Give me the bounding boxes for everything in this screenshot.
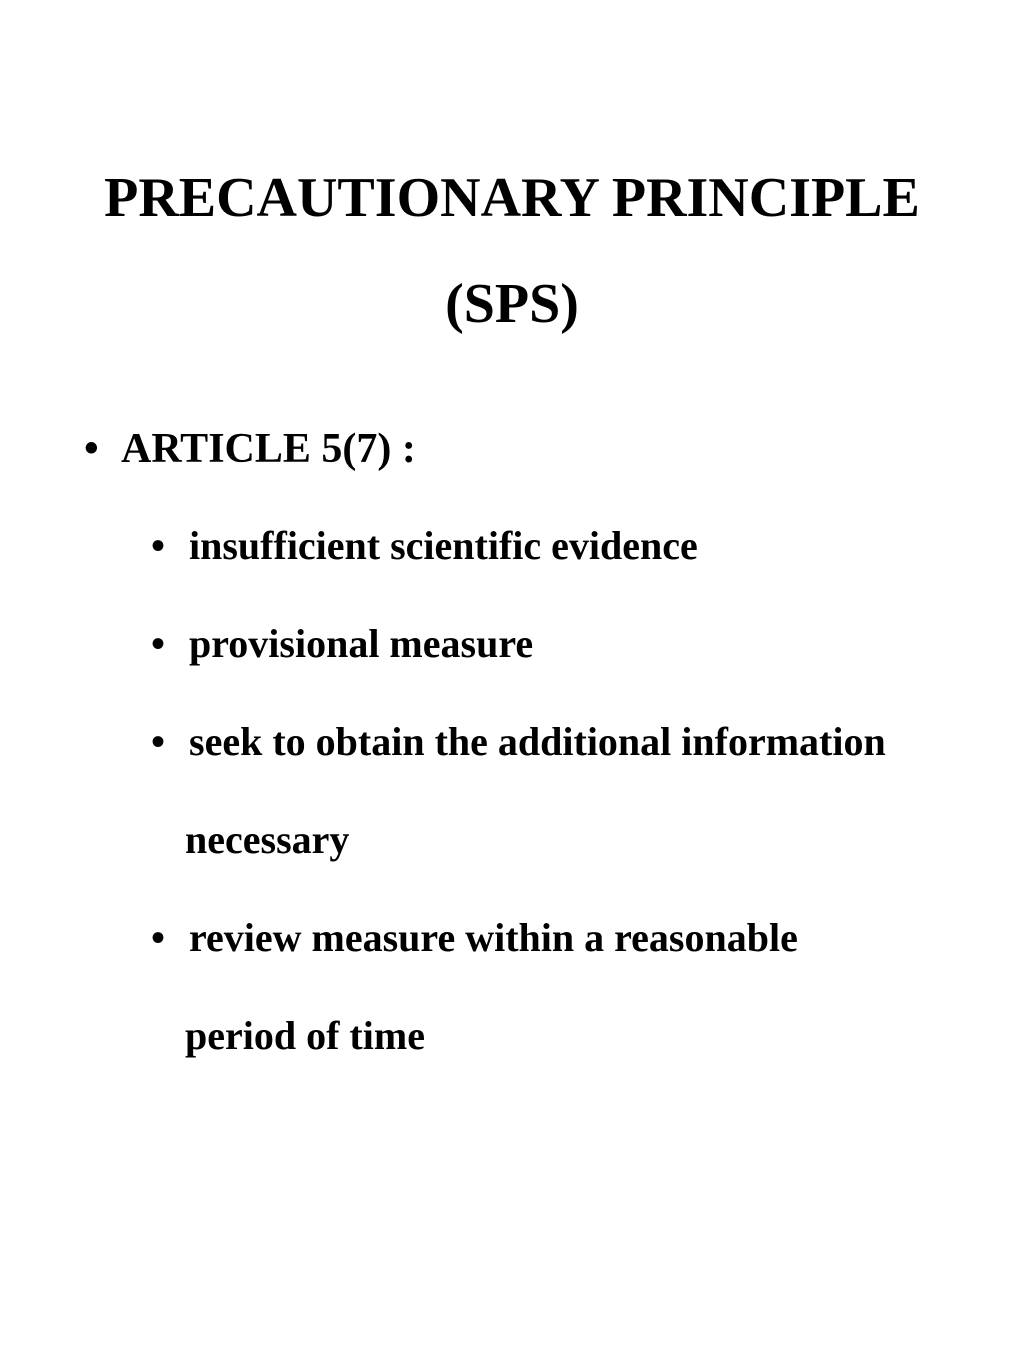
bullet-icon: • — [84, 426, 99, 472]
sub-bullet-item — [151, 719, 886, 764]
sub-bullet-text: insufficient scientific evidence — [189, 523, 698, 568]
sub-bullet-text: provisional measure — [189, 621, 534, 666]
sub-bullet-continuation: necessary — [185, 817, 350, 862]
main-bullet-item — [84, 426, 416, 472]
sub-bullet-text: seek to obtain the additional information — [189, 719, 886, 764]
sub-bullet-continuation: period of time — [185, 1013, 425, 1058]
main-bullet-label: ARTICLE 5(7) : — [121, 426, 416, 472]
sub-bullet-text: review measure within a reasonable — [189, 915, 798, 960]
sub-bullet-item — [151, 621, 534, 666]
bullet-icon: • — [151, 523, 166, 568]
sub-bullet-item — [151, 523, 698, 568]
slide-title-line-1: PRECAUTIONARY PRINCIPLE — [104, 167, 920, 229]
sub-bullet-item — [151, 915, 798, 960]
bullet-icon: • — [151, 915, 166, 960]
slide-title-line-2: (SPS) — [445, 273, 579, 335]
bullet-icon: • — [151, 621, 166, 666]
bullet-icon: • — [151, 719, 166, 764]
